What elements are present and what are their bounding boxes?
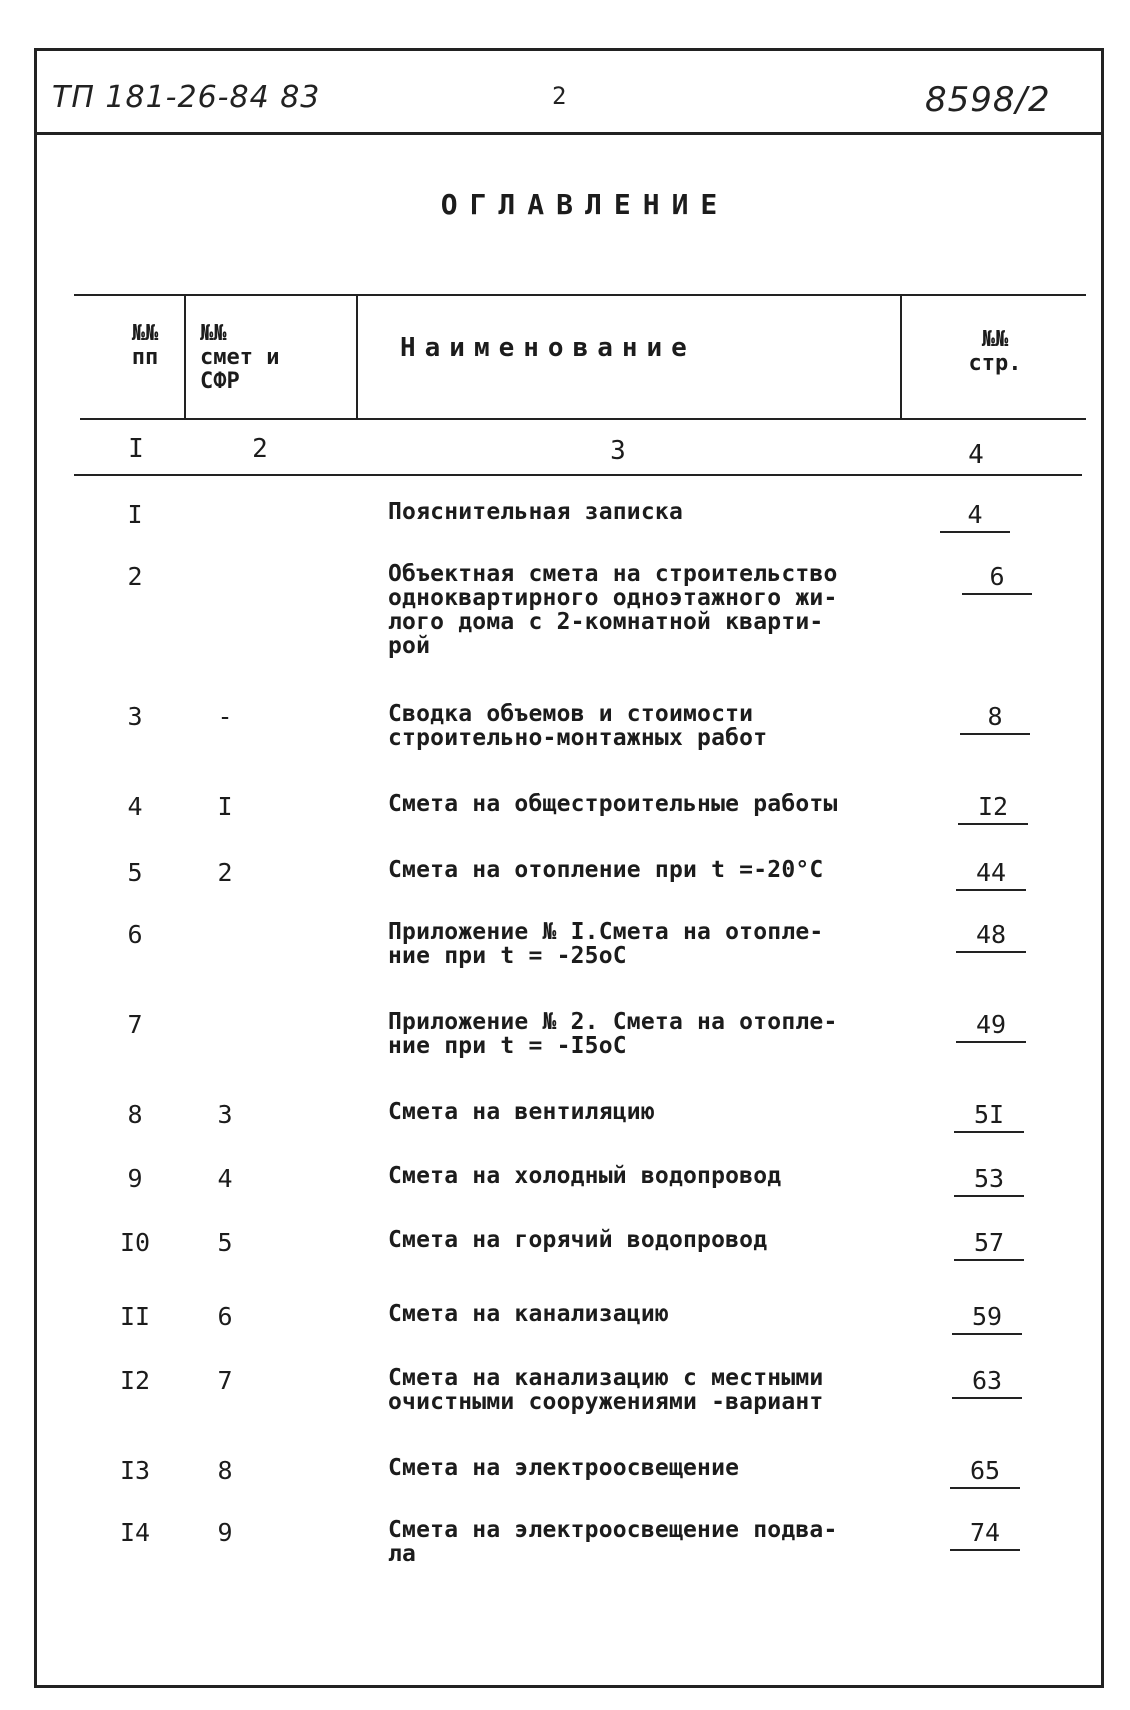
document-code: ТП 181-26-84 83 <box>52 80 321 115</box>
row-number: 9 <box>127 1164 143 1193</box>
column-numbers-line <box>74 474 1082 476</box>
column-divider-2 <box>356 294 358 418</box>
column-number-4: 4 <box>968 440 984 470</box>
table-top-line <box>74 294 1086 296</box>
header-col-page: №№ стр. <box>968 327 1022 376</box>
row-page: I2 <box>958 792 1028 825</box>
row-estimate: 6 <box>217 1302 233 1331</box>
row-estimate: 3 <box>217 1100 233 1129</box>
row-number: 2 <box>127 562 143 591</box>
row-estimate: 7 <box>217 1366 233 1395</box>
column-number-2: 2 <box>252 434 268 464</box>
row-name: Приложение № I.Смета на отопле- ние при t = -25оС <box>388 919 824 969</box>
column-number-3: 3 <box>610 436 626 466</box>
column-divider-3 <box>900 294 902 418</box>
row-estimate: 5 <box>217 1228 233 1257</box>
column-number-1: I <box>128 434 144 464</box>
row-page: 57 <box>954 1228 1024 1261</box>
row-number: 5 <box>127 858 143 887</box>
row-name: Смета на горячий водопровод <box>388 1227 768 1253</box>
row-number: I <box>127 500 143 529</box>
row-page: 5I <box>954 1100 1024 1133</box>
row-estimate: 2 <box>217 858 233 887</box>
row-page: 59 <box>952 1302 1022 1335</box>
row-estimate: 8 <box>217 1456 233 1485</box>
row-name: Смета на канализацию с местными очистными сооружениями -вариант <box>388 1365 824 1415</box>
row-number: 6 <box>127 920 143 949</box>
header-divider <box>34 132 1104 135</box>
row-name: Смета на общестроительные работы <box>388 791 838 817</box>
row-page: 65 <box>950 1456 1020 1489</box>
row-number: II <box>119 1302 151 1331</box>
row-name: Смета на холодный водопровод <box>388 1163 782 1189</box>
row-page: 44 <box>956 858 1026 891</box>
row-page: 4 <box>940 500 1010 533</box>
page-number: 2 <box>552 82 568 110</box>
row-number: I0 <box>119 1228 151 1257</box>
row-name: Смета на отопление при t =-20°С <box>388 857 824 883</box>
row-number: 7 <box>127 1010 143 1039</box>
row-name: Смета на канализацию <box>388 1301 669 1327</box>
sheet-number: 8598/2 <box>925 80 1051 120</box>
row-page: 8 <box>960 702 1030 735</box>
row-name: Смета на электроосвещение подва- ла <box>388 1517 838 1567</box>
header-col-name: Наименование <box>400 333 696 363</box>
row-page: 6 <box>962 562 1032 595</box>
row-page: 53 <box>954 1164 1024 1197</box>
header-col-number: №№ пп <box>131 321 159 370</box>
row-estimate: - <box>217 702 233 731</box>
page-title: ОГЛАВЛЕНИЕ <box>440 188 730 221</box>
header-bottom-line <box>80 418 1086 420</box>
row-estimate: 4 <box>217 1164 233 1193</box>
row-page: 63 <box>952 1366 1022 1399</box>
row-estimate: I <box>217 792 233 821</box>
row-number: 8 <box>127 1100 143 1129</box>
row-number: 4 <box>127 792 143 821</box>
row-number: I2 <box>119 1366 151 1395</box>
row-number: I4 <box>119 1518 151 1547</box>
header-col-estimate: №№ смет и СФР <box>200 321 280 394</box>
column-divider-1 <box>184 294 186 418</box>
row-name: Приложение № 2. Смета на отопле- ние при t = -I5оС <box>388 1009 838 1059</box>
row-name: Смета на электроосвещение <box>388 1455 740 1481</box>
row-name: Сводка объемов и стоимости строительно-монтажных работ <box>388 701 768 751</box>
row-estimate: 9 <box>217 1518 233 1547</box>
row-number: I3 <box>119 1456 151 1485</box>
row-page: 48 <box>956 920 1026 953</box>
row-name: Смета на вентиляцию <box>388 1099 655 1125</box>
row-name: Пояснительная записка <box>388 499 683 525</box>
row-page: 49 <box>956 1010 1026 1043</box>
row-page: 74 <box>950 1518 1020 1551</box>
row-number: 3 <box>127 702 143 731</box>
row-name: Объектная смета на строительство одноквартирного одноэтажного жи- лого дома с 2-комнатной кварти- рой <box>388 561 838 659</box>
